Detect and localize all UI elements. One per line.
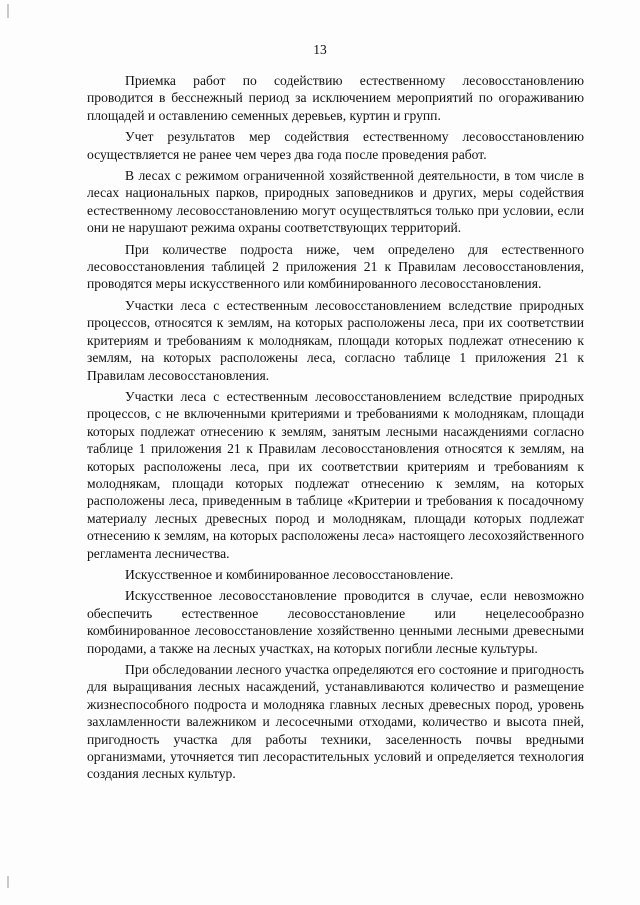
paragraph: В лесах с режимом ограниченной хозяйственной деятельности, в том числе в лесах национальных парков, природных заповедников и других, меры содействия естественному лесовосстановлению могут осуществляться только при условии, если они не нарушают режима охраны соответствующих территорий. — [87, 168, 584, 236]
document-body — [87, 72, 584, 783]
paragraph: Участки леса с естественным лесовосстановлением вследствие природных процессов, с не включенными критериями и требованиями к молоднякам, площади которых подлежат отнесению к землям, занятым лесными насаждениями согласно таблице 1 приложения 21 к Правилам лесовосстановления относятся к землям, на которых расположены леса, при их соответствии критериям и требованиям к молоднякам, площади которых подлежат отнесению к землям, на которых расположены леса, приведенным в таблице «Критерии и требования к посадочному материалу лесных древесных пород и молоднякам, площади которых подлежат отнесению к землям, на которых расположены леса» настоящего лесохозяйственного регламента лесничества. — [87, 388, 584, 561]
scan-margin-mark — [7, 4, 9, 18]
section-heading: Искусственное и комбинированное лесовосстановление. — [125, 566, 454, 582]
paragraph: При количестве подроста ниже, чем определено для естественного лесовосстановления таблицей 2 приложения 21 к Правилам лесовосстановления, проводятся меры искусственного или комбинированного лесовосстановления. — [87, 241, 584, 292]
paragraph: Учет результатов мер содействия естественному лесовосстановлению осуществляется не ранее чем через два года после проведения работ. — [87, 129, 584, 162]
scan-margin-mark — [7, 876, 9, 888]
paragraph: Искусственное лесовосстановление проводится в случае, если невозможно обеспечить естественное лесовосстановление или нецелесообразно комбинированное лесовосстановление хозяйственно ценными лесными древесными породами, а также на лесных участках, на которых погибли лесные культуры. — [87, 588, 584, 656]
paragraph: При обследовании лесного участка определяются его состояние и пригодность для выращивания лесных насаждений, устанавливаются количество и размещение жизнеспособного подроста и молодняка главных лесных древесных пород, уровень захламленности валежником и лесосечными отходами, количество и высота пней, пригодность участка для работы техники, заселенность почвы вредными организмами, уточняется тип лесорастительных условий и определяется технология создания лесных культур. — [87, 662, 584, 782]
paragraph: Приемка работ по содействию естественному лесовосстановлению проводится в бесснежный период за исключением мероприятий по огораживанию площадей и оставлению семенных деревьев, куртин и групп. — [87, 73, 584, 123]
page-number: 13 — [313, 42, 327, 57]
paragraph: Участки леса с естественным лесовосстановлением вследствие природных процессов, относятся к землям, на которых расположены леса, при их соответствии критериям и требованиям к молоднякам, площади которых подлежат отнесению к землям, на которых расположены леса, согласно таблице 1 приложения 21 к Правилам лесовосстановления. — [87, 297, 584, 383]
